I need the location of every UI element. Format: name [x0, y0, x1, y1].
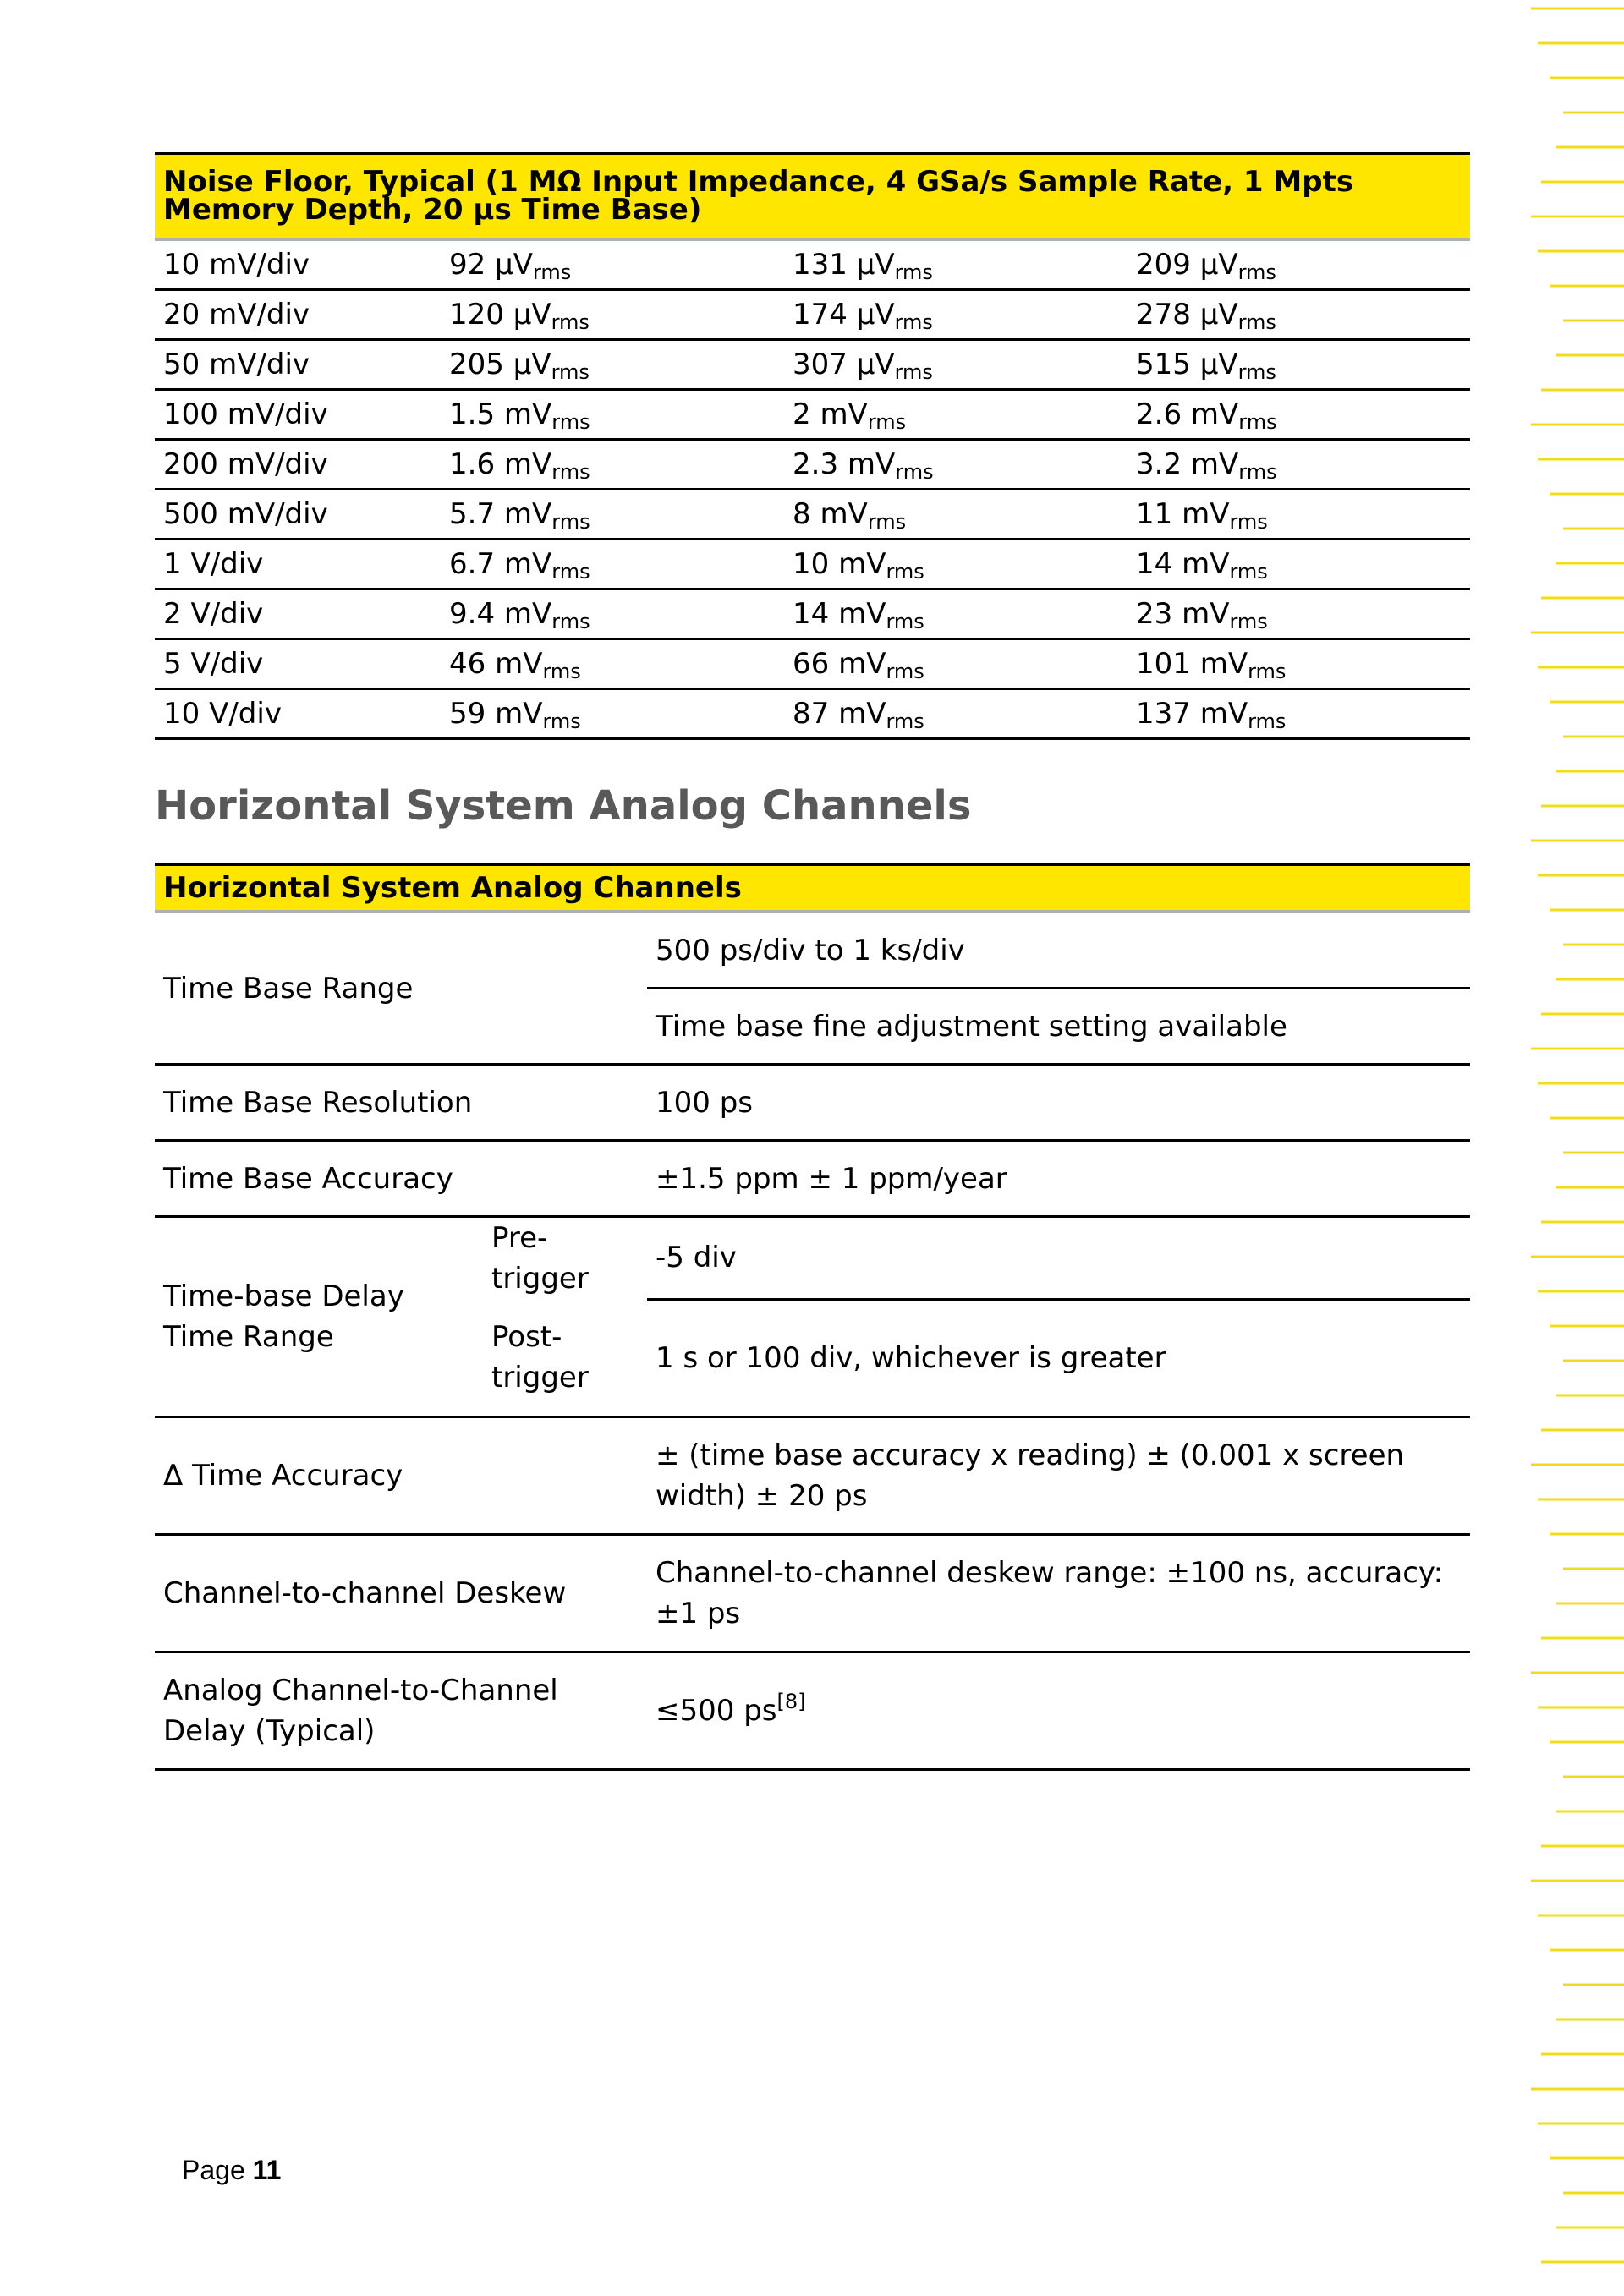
rms-subscript: rms	[886, 660, 924, 683]
noise-value-cell	[1127, 689, 1470, 739]
table-row	[155, 1652, 1470, 1769]
noise-value: 14 mV	[1136, 547, 1230, 581]
table-row	[155, 1217, 1470, 1300]
table-row	[155, 639, 1470, 689]
rms-subscript: rms	[551, 510, 590, 534]
noise-value: 46 mV	[449, 647, 543, 681]
post-trigger-value: 1 s or 100 div, whichever is greater	[647, 1299, 1470, 1417]
noise-value-cell	[784, 440, 1127, 490]
noise-value: 174 μV	[793, 298, 895, 332]
noise-value-cell	[441, 239, 784, 290]
rms-subscript: rms	[1237, 310, 1276, 334]
noise-value: 3.2 mV	[1136, 447, 1239, 481]
noise-value-cell	[784, 540, 1127, 589]
noise-value-cell	[441, 390, 784, 440]
scale-cell: 2 V/div	[155, 589, 441, 639]
noise-value: 515 μV	[1136, 348, 1238, 381]
table-row	[155, 490, 1470, 540]
noise-value: 14 mV	[793, 597, 886, 631]
table-row	[155, 689, 1470, 739]
noise-value: 307 μV	[793, 348, 895, 381]
rms-subscript: rms	[551, 560, 590, 584]
noise-value-cell	[441, 290, 784, 340]
delay-range-label: Time-base Delay Time Range	[155, 1217, 483, 1417]
rms-subscript: rms	[894, 260, 933, 284]
scale-cell: 20 mV/div	[155, 290, 441, 340]
noise-value: 205 μV	[449, 348, 551, 381]
noise-value: 59 mV	[449, 697, 543, 731]
table-row	[155, 589, 1470, 639]
page-number	[182, 2155, 281, 2186]
rms-subscript: rms	[1229, 510, 1268, 534]
scale-cell: 100 mV/div	[155, 390, 441, 440]
table-row	[155, 1417, 1470, 1534]
page-content	[155, 152, 1470, 1771]
delta-time-accuracy-value: ± (time base accuracy x reading) ± (0.001 x screen width) ± 20 ps	[647, 1417, 1470, 1534]
rms-subscript: rms	[1237, 260, 1276, 284]
noise-value: 9.4 mV	[449, 597, 552, 631]
horizontal-system-table	[155, 863, 1470, 1771]
noise-value-cell	[784, 589, 1127, 639]
rms-subscript: rms	[894, 360, 933, 384]
noise-value-cell	[784, 490, 1127, 540]
noise-value: 87 mV	[793, 697, 886, 731]
noise-value: 1.5 mV	[449, 397, 552, 431]
rms-subscript: rms	[1248, 660, 1287, 683]
rms-subscript: rms	[886, 710, 924, 733]
pre-trigger-value: -5 div	[647, 1217, 1470, 1300]
noise-value-cell	[1127, 390, 1470, 440]
table-row	[155, 239, 1470, 290]
noise-value-cell	[441, 689, 784, 739]
noise-value: 10 mV	[793, 547, 886, 581]
noise-value-cell	[1127, 440, 1470, 490]
rms-subscript: rms	[551, 410, 590, 434]
time-base-resolution-label: Time Base Resolution	[155, 1065, 647, 1141]
noise-value-cell	[1127, 290, 1470, 340]
rms-subscript: rms	[1248, 710, 1287, 733]
rms-subscript: rms	[542, 660, 581, 683]
noise-value-cell	[1127, 490, 1470, 540]
noise-value-cell	[1127, 589, 1470, 639]
noise-value: 2 mV	[793, 397, 868, 431]
time-base-fine-adjust-value: Time base fine adjustment setting available	[647, 989, 1470, 1065]
scale-cell: 500 mV/div	[155, 490, 441, 540]
noise-value: 92 μV	[449, 248, 533, 282]
channel-delay-label: Analog Channel-to-Channel Delay (Typical)	[155, 1652, 647, 1769]
noise-value: 278 μV	[1136, 298, 1238, 332]
noise-value: 120 μV	[449, 298, 551, 332]
noise-value-cell	[1127, 540, 1470, 589]
section-title: Horizontal System Analog Channels	[155, 782, 972, 830]
rms-subscript: rms	[1238, 410, 1277, 434]
rms-subscript: rms	[1229, 560, 1268, 584]
noise-value: 2.6 mV	[1136, 397, 1239, 431]
table-row	[155, 540, 1470, 589]
rms-subscript: rms	[1237, 360, 1276, 384]
noise-value: 131 μV	[793, 248, 895, 282]
footnote-ref[interactable]: [8]	[776, 1689, 806, 1713]
noise-value-cell	[1127, 639, 1470, 689]
rms-subscript: rms	[551, 610, 590, 633]
noise-value-cell	[784, 689, 1127, 739]
delta-time-accuracy-label: Δ Time Accuracy	[155, 1417, 647, 1534]
scale-cell: 10 mV/div	[155, 239, 441, 290]
table-row	[155, 440, 1470, 490]
rms-subscript: rms	[1229, 610, 1268, 633]
time-base-resolution-value: 100 ps	[647, 1065, 1470, 1141]
rms-subscript: rms	[532, 260, 572, 284]
page-label: Page	[182, 2155, 245, 2185]
noise-floor-header-row	[155, 154, 1470, 240]
time-base-accuracy-label: Time Base Accuracy	[155, 1141, 647, 1217]
rms-subscript: rms	[867, 510, 907, 534]
horizontal-header-row	[155, 865, 1470, 912]
noise-value: 8 mV	[793, 497, 868, 531]
noise-value: 66 mV	[793, 647, 886, 681]
time-base-range-label: Time Base Range	[155, 912, 647, 1065]
scale-cell: 5 V/div	[155, 639, 441, 689]
noise-value-cell	[441, 589, 784, 639]
rms-subscript: rms	[894, 310, 933, 334]
noise-value-cell	[441, 440, 784, 490]
table-row	[155, 912, 1470, 989]
horizontal-table-header: Horizontal System Analog Channels	[155, 865, 1470, 912]
rms-subscript: rms	[886, 610, 924, 633]
pre-trigger-label: Pre-trigger	[491, 1221, 589, 1296]
deskew-label: Channel-to-channel Deskew	[155, 1534, 647, 1652]
post-trigger-label: Post-trigger	[483, 1299, 647, 1417]
noise-floor-table	[155, 152, 1470, 740]
noise-value-cell	[1127, 239, 1470, 290]
noise-value: 2.3 mV	[793, 447, 896, 481]
noise-value-cell	[784, 340, 1127, 390]
noise-value: 5.7 mV	[449, 497, 552, 531]
page-number-value: 11	[252, 2155, 282, 2185]
noise-value-cell	[784, 239, 1127, 290]
rms-subscript: rms	[1238, 460, 1277, 484]
noise-value-cell	[441, 490, 784, 540]
table-row	[155, 1141, 1470, 1217]
channel-delay-text: ≤500 ps	[656, 1693, 777, 1728]
noise-value-cell	[441, 340, 784, 390]
noise-floor-header: Noise Floor, Typical (1 MΩ Input Impedance, 4 GSa/s Sample Rate, 1 Mpts Memory Depth, 20 μs Time Base)	[155, 154, 1470, 240]
rms-subscript: rms	[551, 460, 590, 484]
time-base-accuracy-value: ±1.5 ppm ± 1 ppm/year	[647, 1141, 1470, 1217]
noise-value-cell	[784, 639, 1127, 689]
time-base-range-value: 500 ps/div to 1 ks/div	[647, 912, 1470, 989]
noise-value: 101 mV	[1136, 647, 1248, 681]
table-row	[155, 1534, 1470, 1652]
noise-value: 1.6 mV	[449, 447, 552, 481]
scale-cell: 10 V/div	[155, 689, 441, 739]
rms-subscript: rms	[867, 410, 907, 434]
rms-subscript: rms	[551, 360, 590, 384]
noise-value-cell	[784, 390, 1127, 440]
noise-value: 6.7 mV	[449, 547, 552, 581]
noise-value-cell	[441, 639, 784, 689]
noise-value-cell	[441, 540, 784, 589]
deskew-value: Channel-to-channel deskew range: ±100 ns, accuracy: ±1 ps	[647, 1534, 1470, 1652]
table-row	[155, 340, 1470, 390]
table-row	[155, 1065, 1470, 1141]
scale-cell: 200 mV/div	[155, 440, 441, 490]
decorative-stripes	[1522, 0, 1624, 2296]
noise-value: 209 μV	[1136, 248, 1238, 282]
rms-subscript: rms	[886, 560, 924, 584]
noise-value-cell	[784, 290, 1127, 340]
channel-delay-value	[647, 1652, 1470, 1769]
rms-subscript: rms	[542, 710, 581, 733]
scale-cell: 50 mV/div	[155, 340, 441, 390]
table-row	[155, 390, 1470, 440]
noise-value: 137 mV	[1136, 697, 1248, 731]
noise-value-cell	[1127, 340, 1470, 390]
noise-value: 11 mV	[1136, 497, 1230, 531]
scale-cell: 1 V/div	[155, 540, 441, 589]
rms-subscript: rms	[551, 310, 590, 334]
noise-value: 23 mV	[1136, 597, 1230, 631]
table-row	[155, 290, 1470, 340]
rms-subscript: rms	[895, 460, 934, 484]
